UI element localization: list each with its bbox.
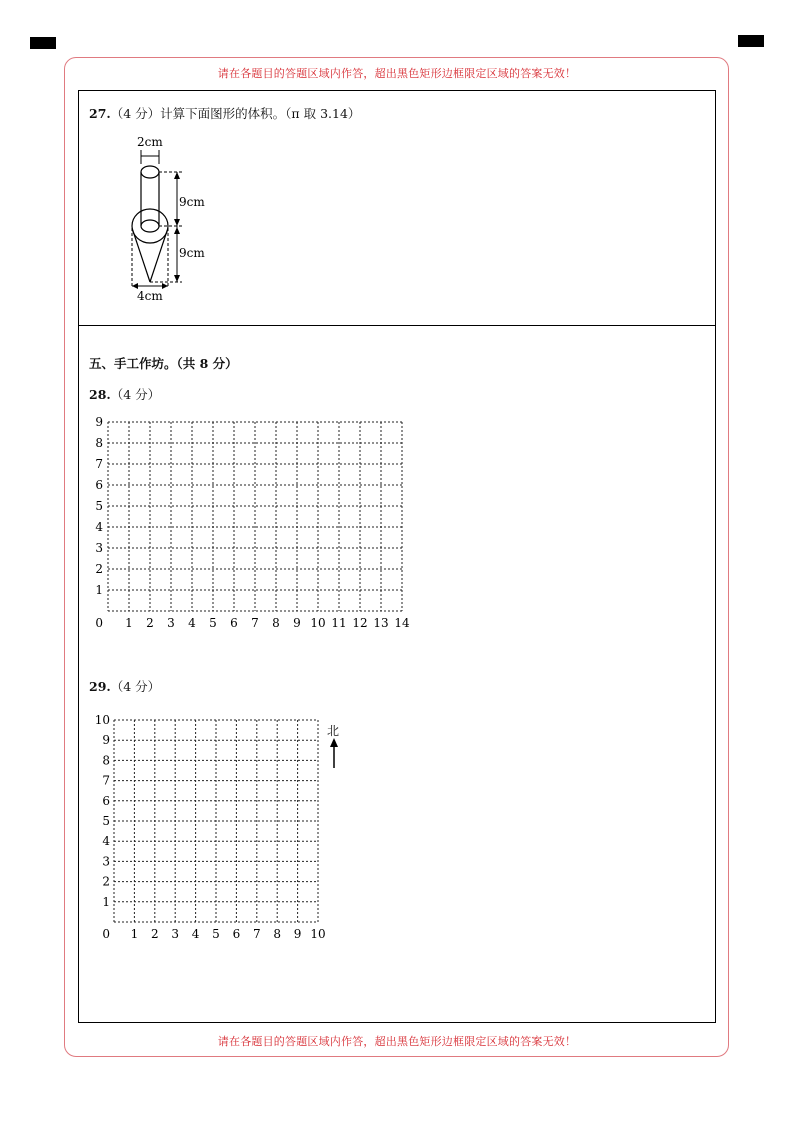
label-bottom-width: 4cm — [137, 289, 163, 303]
q28-y-tick-label: 9 — [95, 415, 103, 429]
q28-x-tick-label: 10 — [310, 616, 326, 630]
q29-y-tick-label: 6 — [102, 793, 110, 808]
q29-prompt — [89, 677, 160, 695]
q27-figure — [120, 130, 240, 306]
q28-x-tick-label: 4 — [188, 616, 196, 630]
q29-y-tick-label: 9 — [102, 733, 110, 748]
top-notice: 请在各题目的答题区域内作答，超出黑色矩形边框限定区域的答案无效！ — [217, 67, 577, 80]
q28-y-tick-label: 3 — [95, 541, 103, 555]
corner-marker-left — [30, 37, 56, 49]
q29-x-tick-label: 2 — [150, 927, 159, 941]
q28-prompt — [89, 385, 160, 403]
q28-x-tick-label: 11 — [331, 616, 347, 630]
q29-x-tick-label: 4 — [191, 927, 200, 941]
q29-x-tick-label: 10 — [310, 927, 326, 941]
q28-x-tick-label: 1 — [125, 616, 133, 630]
q28-x-tick-label: 12 — [352, 616, 368, 630]
q28-coordinate-grid[interactable] — [88, 412, 428, 634]
q28-y-tick-label: 1 — [95, 583, 103, 597]
q28-x-tick-label: 3 — [167, 616, 175, 630]
q29-y-tick-label: 5 — [102, 814, 110, 828]
q28-y-tick-label: 5 — [95, 499, 103, 513]
q29-y-tick-label: 2 — [102, 874, 110, 889]
q29-x-tick-label: 6 — [232, 927, 241, 941]
q28-x-tick-label: 2 — [146, 616, 154, 630]
q29-x-tick-label: 3 — [171, 927, 180, 941]
q28-y-tick-label: 4 — [95, 520, 103, 534]
q28-x-tick-label: 7 — [251, 616, 259, 630]
q28-origin-label: 0 — [95, 616, 103, 630]
q29-y-tick-label: 7 — [102, 773, 110, 788]
q27-text: （4 分）计算下面图形的体积。（π 取 3.14） — [110, 106, 361, 121]
q29-points: （4 分） — [110, 679, 161, 694]
q29-x-tick-label: 7 — [252, 927, 261, 941]
q29-y-tick-label: 1 — [102, 894, 110, 909]
corner-marker-right — [738, 35, 764, 47]
q28-points: （4 分） — [110, 387, 161, 402]
q28-y-tick-label: 8 — [95, 436, 103, 450]
q28-y-tick-label: 7 — [95, 457, 103, 471]
q27-prompt — [89, 104, 360, 122]
q28-y-tick-label: 6 — [95, 478, 103, 492]
q28-x-tick-label: 9 — [293, 616, 301, 630]
q28-number: 28. — [89, 387, 111, 402]
q29-y-tick-label: 8 — [102, 753, 110, 768]
q29-x-tick-label: 9 — [293, 927, 302, 941]
q28-x-tick-label: 14 — [394, 616, 410, 630]
label-lower-height: 9cm — [179, 246, 205, 260]
north-arrow-icon — [328, 738, 340, 770]
q29-y-tick-label: 3 — [102, 854, 110, 869]
bottom-notice: 请在各题目的答题区域内作答，超出黑色矩形边框限定区域的答案无效！ — [217, 1035, 577, 1048]
label-upper-height: 9cm — [179, 195, 205, 209]
section5-title: 五、手工作坊。（共 8 分） — [89, 356, 238, 371]
q28-x-tick-label: 5 — [209, 616, 217, 630]
q28-x-tick-label: 8 — [272, 616, 280, 630]
q28-x-tick-label: 13 — [373, 616, 389, 630]
q28-x-tick-label: 6 — [230, 616, 238, 630]
q29-coordinate-grid[interactable] — [88, 708, 326, 944]
q29-x-tick-label: 5 — [212, 927, 220, 941]
q29-y-tick-label: 10 — [94, 713, 110, 727]
north-label: 北 — [327, 724, 340, 738]
q28-y-tick-label: 2 — [95, 562, 103, 576]
q29-y-tick-label: 4 — [102, 834, 110, 849]
q29-origin-label: 0 — [102, 927, 110, 941]
q27-number: 27. — [89, 106, 111, 121]
q29-x-tick-label: 1 — [130, 927, 139, 941]
label-top-width: 2cm — [137, 135, 163, 149]
q29-number: 29. — [89, 679, 111, 694]
q29-x-tick-label: 8 — [273, 927, 282, 941]
